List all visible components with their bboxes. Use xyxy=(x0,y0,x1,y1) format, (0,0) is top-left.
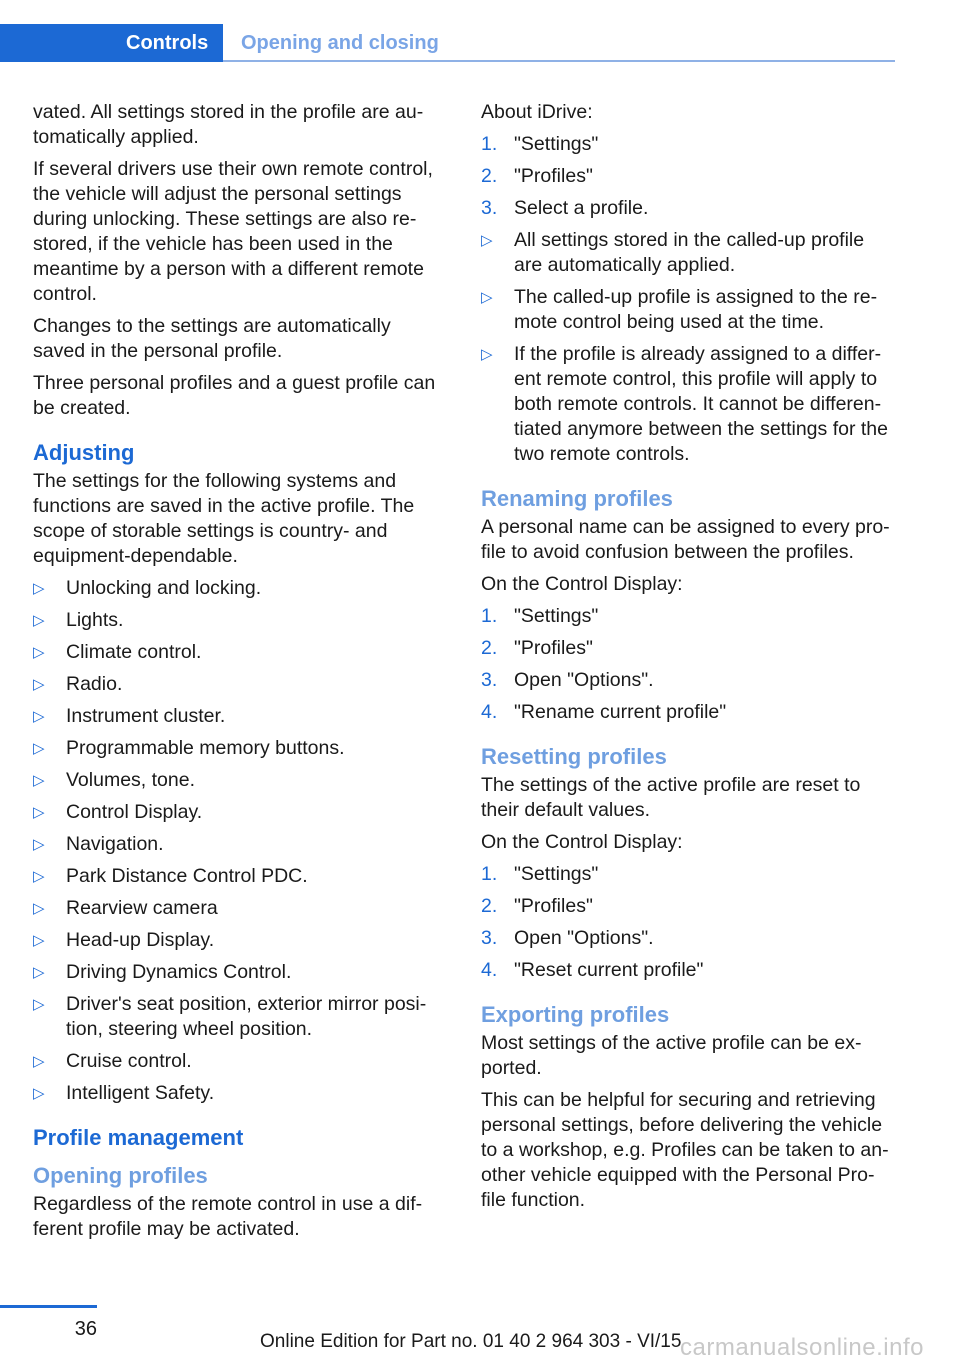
list-item: ▷ The called-up profile is assigned to the re‐ mote control being used at the time. xyxy=(481,286,878,333)
list-item: ▷ Head-up Display. xyxy=(33,929,215,951)
adjusting-text: The settings for the following systems and functions are saved in the active profile. The scope of storable settings is country- and equipment-dependable. xyxy=(33,470,415,567)
triangle-bullet-icon: ▷ xyxy=(33,580,45,597)
adjusting-list xyxy=(33,576,443,1106)
watermark: carmanualsonline.info xyxy=(680,1334,924,1361)
section-tab-controls: Controls xyxy=(0,24,223,62)
heading-profile-management: Profile management xyxy=(33,1125,244,1150)
about-idrive: About iDrive: xyxy=(481,101,593,123)
page-number: 36 xyxy=(74,1318,97,1340)
right-column xyxy=(481,100,895,1220)
list-item: 4. "Rename current profile" xyxy=(481,701,727,723)
page-header xyxy=(0,24,895,62)
heading-renaming-profiles: Renaming profiles xyxy=(481,486,673,511)
intro-paragraph: If several drivers use their own remote control, the vehicle will adjust the personal settings during unlocking. These settings are also re‐ stored, if the vehicle has been used in the meantime by a person with a different remote control. xyxy=(33,158,433,305)
intro-paragraph: vated. All settings stored in the profile are au‐ tomatically applied. xyxy=(33,101,424,148)
triangle-bullet-icon: ▷ xyxy=(481,289,493,306)
triangle-bullet-icon: ▷ xyxy=(33,804,45,821)
list-item: ▷ Radio. xyxy=(33,673,123,695)
triangle-bullet-icon: ▷ xyxy=(33,932,45,949)
list-item: ▷ Navigation. xyxy=(33,833,164,855)
triangle-bullet-icon: ▷ xyxy=(33,612,45,629)
list-item: ▷ Driving Dynamics Control. xyxy=(33,961,292,983)
list-item: ▷ Instrument cluster. xyxy=(33,705,226,727)
renaming-text: A personal name can be assigned to every pro‐ file to avoid confusion between the profiles. xyxy=(481,516,890,563)
heading-resetting-profiles: Resetting profiles xyxy=(481,744,667,769)
renaming-steps xyxy=(481,604,895,725)
resetting-on: On the Control Display: xyxy=(481,831,683,853)
list-item: 2. "Profiles" xyxy=(481,165,593,187)
list-item: ▷ Volumes, tone. xyxy=(33,769,195,791)
triangle-bullet-icon: ▷ xyxy=(33,996,45,1013)
list-item: ▷ Cruise control. xyxy=(33,1050,192,1072)
triangle-bullet-icon: ▷ xyxy=(33,1085,45,1102)
triangle-bullet-icon: ▷ xyxy=(33,772,45,789)
list-item: ▷ Intelligent Safety. xyxy=(33,1082,215,1104)
opening-steps xyxy=(481,132,895,221)
exporting-text-2: This can be helpful for securing and retrieving personal settings, before delivering the vehicle to a workshop, e.g. Profiles can be taken to an‐ other vehicle equipped with the Personal Pro‐ file function. xyxy=(481,1089,889,1211)
list-item: ▷ Lights. xyxy=(33,609,124,631)
intro-paragraph: Three personal profiles and a guest profile can be created. xyxy=(33,372,436,419)
renaming-on: On the Control Display: xyxy=(481,573,683,595)
triangle-bullet-icon: ▷ xyxy=(33,1053,45,1070)
list-item: ▷ Programmable memory buttons. xyxy=(33,737,345,759)
list-item: ▷ All settings stored in the called-up profile are automatically applied. xyxy=(481,229,865,276)
header-rule xyxy=(223,60,895,62)
list-item: 4. "Reset current profile" xyxy=(481,959,704,981)
list-item: 2. "Profiles" xyxy=(481,895,593,917)
intro-paragraph: Changes to the settings are automatically saved in the personal profile. xyxy=(33,315,391,362)
footer-rule xyxy=(0,1305,97,1308)
triangle-bullet-icon: ▷ xyxy=(33,676,45,693)
triangle-bullet-icon: ▷ xyxy=(33,868,45,885)
resetting-text: The settings of the active profile are reset to their default values. xyxy=(481,774,861,821)
list-item: ▷ Park Distance Control PDC. xyxy=(33,865,308,887)
triangle-bullet-icon: ▷ xyxy=(33,740,45,757)
list-item: ▷ Rearview camera xyxy=(33,897,218,919)
list-item: 3. Open "Options". xyxy=(481,669,654,691)
triangle-bullet-icon: ▷ xyxy=(481,232,493,249)
opening-text: Regardless of the remote control in use a dif‐ ferent profile may be activated. xyxy=(33,1193,423,1240)
triangle-bullet-icon: ▷ xyxy=(33,644,45,661)
list-item: ▷ If the profile is already assigned to a differ‐ ent remote control, this profile will apply to both remote controls. It cannot be differen‐ tiated anymore between the settings for the two remote controls. xyxy=(481,343,888,465)
opening-notes xyxy=(481,228,895,467)
list-item: 1. "Settings" xyxy=(481,133,599,155)
list-item: 3. Select a profile. xyxy=(481,197,649,219)
section-tab-opening-closing: Opening and closing xyxy=(241,32,439,54)
triangle-bullet-icon: ▷ xyxy=(33,708,45,725)
left-column xyxy=(33,100,443,1249)
list-item: ▷ Driver's seat position, exterior mirror posi‐ tion, steering wheel position. xyxy=(33,993,427,1040)
list-item: ▷ Climate control. xyxy=(33,641,202,663)
triangle-bullet-icon: ▷ xyxy=(33,964,45,981)
exporting-text: Most settings of the active profile can be ex‐ ported. xyxy=(481,1032,862,1079)
list-item: 1. "Settings" xyxy=(481,863,599,885)
list-item: 3. Open "Options". xyxy=(481,927,654,949)
edition-text: Online Edition for Part no. 01 40 2 964 303 - VI/15 xyxy=(260,1331,682,1352)
triangle-bullet-icon: ▷ xyxy=(33,900,45,917)
heading-exporting-profiles: Exporting profiles xyxy=(481,1002,670,1027)
heading-opening-profiles: Opening profiles xyxy=(33,1163,208,1188)
list-item: ▷ Control Display. xyxy=(33,801,203,823)
heading-adjusting: Adjusting xyxy=(33,440,135,465)
list-item: 1. "Settings" xyxy=(481,605,599,627)
list-item: 2. "Profiles" xyxy=(481,637,593,659)
triangle-bullet-icon: ▷ xyxy=(33,836,45,853)
resetting-steps xyxy=(481,862,895,983)
triangle-bullet-icon: ▷ xyxy=(481,346,493,363)
list-item: ▷ Unlocking and locking. xyxy=(33,577,262,599)
